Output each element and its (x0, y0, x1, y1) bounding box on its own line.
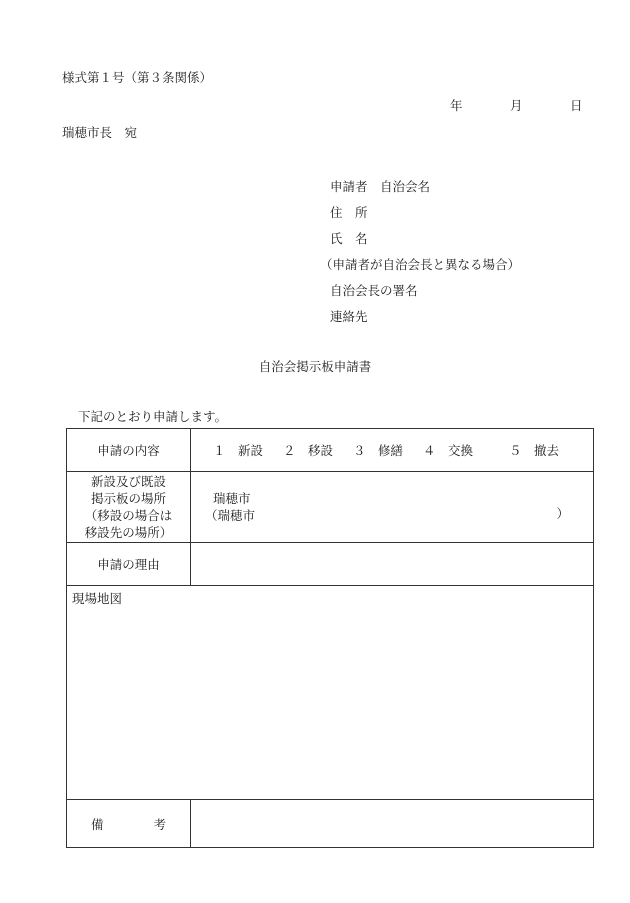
document-title: 自治会掲示板申請書 (258, 359, 372, 374)
location-current: 瑞穂市 (213, 491, 251, 506)
remarks-label-char: 備 (90, 816, 104, 832)
location-label (67, 472, 191, 543)
type-exchange[interactable]: ４ 交換 (423, 443, 474, 458)
remarks-label-char: 考 (153, 816, 167, 832)
application-table (66, 428, 594, 848)
date-month: 月 (510, 98, 523, 113)
date-day: 日 (570, 98, 583, 113)
content-label: 申請の内容 (67, 429, 191, 472)
chairman-signature: 自治会長の署名 (330, 283, 418, 298)
reason-field[interactable] (191, 543, 594, 586)
form-number-label: 様式第１号（第３条関係） (62, 70, 213, 85)
applicant-name: 氏 名 (330, 231, 368, 246)
applicant-block (320, 174, 521, 330)
location-field[interactable] (191, 472, 594, 543)
location-label-line: 移設先の場所） (84, 525, 173, 540)
intro-text: 下記のとおり申請します。 (78, 409, 228, 424)
date-line (450, 96, 583, 114)
location-label-line: （移設の場合は (84, 508, 173, 523)
location-label-line: 新設及び既設 (90, 474, 166, 489)
location-label-line: 掲示板の場所 (90, 491, 166, 506)
type-new[interactable]: １ 新設 (213, 443, 264, 458)
location-close-paren: ） (556, 506, 569, 521)
row-remarks (67, 800, 594, 848)
request-type-options (191, 429, 594, 472)
row-location (67, 472, 594, 543)
remarks-label (67, 800, 191, 848)
row-map (67, 586, 594, 800)
type-repair[interactable]: ３ 修繕 (353, 443, 404, 458)
location-new: （瑞穂市 (205, 508, 256, 523)
remarks-field[interactable] (191, 800, 594, 848)
row-reason (67, 543, 594, 586)
type-move[interactable]: ２ 移設 (283, 443, 334, 458)
type-remove[interactable]: ５ 撤去 (509, 443, 560, 458)
applicant-association-name: 申請者 自治会名 (330, 179, 431, 194)
addressee: 瑞穂市長 宛 (62, 125, 138, 140)
applicant-address: 住 所 (330, 205, 368, 220)
reason-label: 申請の理由 (67, 543, 191, 586)
applicant-note: （申請者が自治会長と異なる場合） (320, 257, 521, 272)
map-label: 現場地図 (72, 591, 123, 606)
row-content (67, 429, 594, 472)
contact: 連絡先 (330, 309, 368, 324)
map-area[interactable] (67, 586, 594, 800)
date-year: 年 (450, 98, 463, 113)
